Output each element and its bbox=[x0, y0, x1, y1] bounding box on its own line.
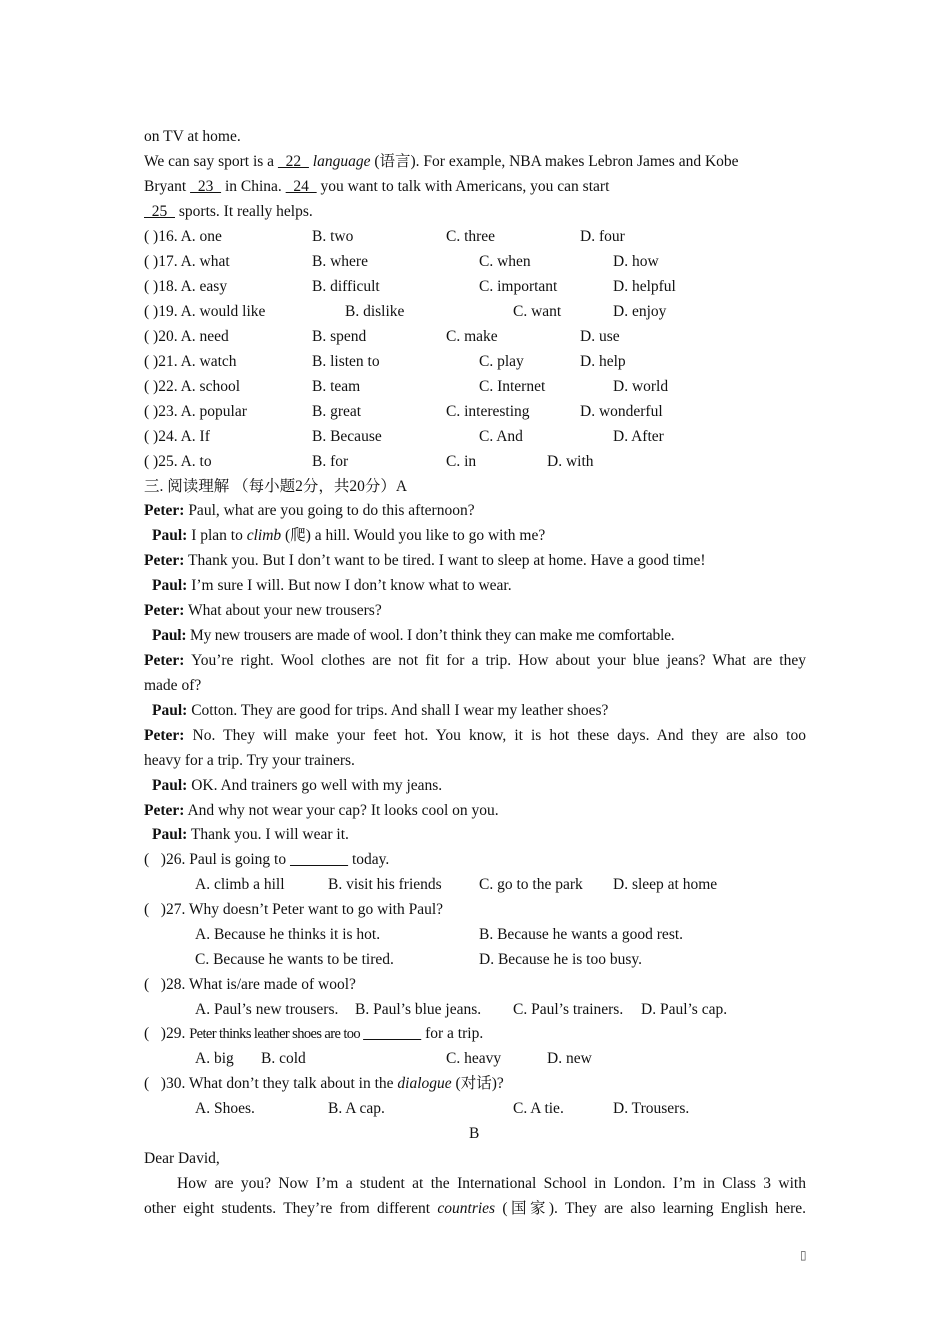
option-d: D. Paul’s cap. bbox=[641, 1001, 728, 1018]
option-c: C. interesting bbox=[446, 403, 530, 420]
speaker-paul: Paul: bbox=[152, 527, 188, 544]
option-d: D. helpful bbox=[613, 278, 676, 295]
text: (语言). For example, NBA makes Lebron James and Kobe bbox=[370, 153, 739, 170]
question-28: ( )28. What is/are made of wool? bbox=[144, 976, 356, 993]
speaker-peter: Peter: bbox=[144, 727, 185, 744]
option-b: B. for bbox=[312, 453, 349, 470]
option-a: A. climb a hill bbox=[195, 876, 285, 893]
text: We can say sport is a bbox=[144, 153, 278, 170]
question-27: ( )27. Why doesn’t Peter want to go with Paul? bbox=[144, 901, 444, 918]
speaker-paul: Paul: bbox=[152, 702, 188, 719]
text: sports. It really helps. bbox=[175, 203, 313, 220]
option-a: A. big bbox=[195, 1050, 234, 1067]
question-stem: ( )29. bbox=[144, 1025, 190, 1042]
speaker-peter: Peter: bbox=[144, 802, 185, 819]
option-c: C. in bbox=[446, 453, 477, 470]
italic-word: countries bbox=[437, 1200, 496, 1217]
option-c: C. want bbox=[513, 303, 562, 320]
utterance: And why not wear your cap? It looks cool on you. bbox=[184, 802, 499, 819]
option-b: B. Because bbox=[312, 428, 382, 445]
question-16: ( )16. A. one bbox=[144, 228, 222, 245]
option-d: D. new bbox=[547, 1050, 592, 1067]
dialogue-line bbox=[144, 801, 499, 821]
italic-word: language bbox=[312, 153, 371, 170]
option-b: B. great bbox=[312, 403, 362, 420]
blank-25: 25 bbox=[144, 203, 175, 220]
dialogue-line bbox=[152, 825, 349, 845]
option-b: B. spend bbox=[312, 328, 367, 345]
passage-line bbox=[144, 127, 241, 147]
blank-22: 22 bbox=[277, 153, 309, 170]
option-b: B. listen to bbox=[312, 353, 380, 370]
option-d: D. Because he is too busy. bbox=[479, 951, 643, 968]
option-c: C. when bbox=[479, 253, 531, 270]
utterance: (爬) a hill. Would you like to go with me? bbox=[281, 527, 546, 544]
italic-word: climb bbox=[246, 527, 282, 544]
option-d: D. with bbox=[547, 453, 594, 470]
question-20: ( )20. A. need bbox=[144, 328, 229, 345]
dialogue-line bbox=[144, 501, 475, 521]
text: other eight students. They’re from different bbox=[144, 1200, 438, 1217]
option-d: D. four bbox=[580, 228, 625, 245]
dialogue-line bbox=[144, 551, 706, 571]
option-d: D. sleep at home bbox=[613, 876, 718, 893]
letter-paragraph-line bbox=[144, 1199, 806, 1219]
section-heading: 三. 阅读理解 （每小题2分，共20分）A bbox=[144, 478, 408, 495]
question-18: ( )18. A. easy bbox=[144, 278, 228, 295]
speaker-peter: Peter: bbox=[144, 602, 185, 619]
option-b: B. Because he wants a good rest. bbox=[479, 926, 684, 943]
dialogue-line bbox=[144, 601, 382, 621]
option-d: D. help bbox=[580, 353, 626, 370]
option-b: B. Paul’s blue jeans. bbox=[355, 1001, 482, 1018]
question-26 bbox=[144, 850, 389, 870]
utterance: Thank you. But I don’t want to be tired. I want to sleep at home. Have a good time! bbox=[184, 552, 706, 569]
utterance: What about your new trousers? bbox=[184, 602, 382, 619]
option-c: C. Paul’s trainers. bbox=[513, 1001, 624, 1018]
dialogue-line bbox=[144, 651, 806, 671]
option-c: C. make bbox=[446, 328, 498, 345]
utterance: I’m sure I will. But now I don’t know what to wear. bbox=[187, 577, 512, 594]
utterance: I plan to bbox=[187, 527, 247, 544]
italic-word: dialogue bbox=[397, 1075, 452, 1092]
question-22: ( )22. A. school bbox=[144, 378, 241, 395]
question-stem: Peter thinks leather shoes are too bbox=[189, 1026, 364, 1042]
dialogue-line bbox=[152, 701, 608, 721]
utterance: No. They will make your feet hot. You know, it is hot these days. And they are also too bbox=[184, 727, 806, 744]
question-24: ( )24. A. If bbox=[144, 428, 210, 445]
passage-line bbox=[144, 152, 739, 172]
utterance: Paul, what are you going to do this afternoon? bbox=[184, 502, 475, 519]
question-21: ( )21. A. watch bbox=[144, 353, 237, 370]
text: you want to talk with Americans, you can start bbox=[316, 178, 610, 195]
option-d: D. how bbox=[613, 253, 659, 270]
dialogue-line bbox=[152, 626, 674, 646]
option-c: C. Because he wants to be tired. bbox=[195, 951, 394, 968]
speaker-peter: Peter: bbox=[144, 502, 185, 519]
speaker-paul: Paul: bbox=[152, 826, 188, 843]
option-d: D. world bbox=[613, 378, 669, 395]
utterance: My new trousers are made of wool. I don’t think they can make me comfortable. bbox=[186, 627, 675, 644]
section-b-heading: B bbox=[469, 1125, 480, 1142]
question-stem: ( )30. What don’t they talk about in the bbox=[144, 1075, 398, 1092]
answer-blank bbox=[290, 851, 348, 868]
passage-line bbox=[144, 177, 609, 197]
question-19: ( )19. A. would like bbox=[144, 303, 266, 320]
text: on TV at home. bbox=[144, 128, 241, 145]
option-a: A. Shoes. bbox=[195, 1100, 255, 1117]
option-a: A. Because he thinks it is hot. bbox=[195, 926, 381, 943]
speaker-peter: Peter: bbox=[144, 652, 185, 669]
question-17: ( )17. A. what bbox=[144, 253, 230, 270]
letter-greeting: Dear David, bbox=[144, 1150, 220, 1167]
option-d: D. wonderful bbox=[580, 403, 663, 420]
speaker-paul: Paul: bbox=[152, 777, 188, 794]
question-25: ( )25. A. to bbox=[144, 453, 212, 470]
option-b: B. where bbox=[312, 253, 368, 270]
dialogue-line bbox=[144, 726, 806, 746]
question-30 bbox=[144, 1074, 504, 1094]
option-d: D. Trousers. bbox=[613, 1100, 690, 1117]
option-d: D. After bbox=[613, 428, 664, 445]
dialogue-continuation: made of? bbox=[144, 677, 202, 694]
utterance: Cotton. They are good for trips. And shall I wear my leather shoes? bbox=[187, 702, 609, 719]
answer-blank bbox=[363, 1025, 421, 1042]
letter-paragraph-line: How are you? Now I’m a student at the International School in London. I’m in Class 3 with bbox=[177, 1175, 806, 1192]
utterance: OK. And trainers go well with my jeans. bbox=[187, 777, 443, 794]
page-footer-mark: ▯ bbox=[800, 1248, 807, 1262]
option-c: C. heavy bbox=[446, 1050, 502, 1067]
option-c: C. Internet bbox=[479, 378, 546, 395]
option-d: D. use bbox=[580, 328, 620, 345]
option-c: C. play bbox=[479, 353, 524, 370]
question-stem: today. bbox=[348, 851, 390, 868]
blank-23: 23 bbox=[190, 178, 222, 195]
utterance: Thank you. I will wear it. bbox=[187, 826, 349, 843]
option-b: B. A cap. bbox=[328, 1100, 385, 1117]
option-d: D. enjoy bbox=[613, 303, 667, 320]
dialogue-line bbox=[152, 526, 545, 546]
utterance: You’re right. Wool clothes are not fit for a trip. How about your blue jeans? What are they bbox=[184, 652, 806, 669]
question-29 bbox=[144, 1024, 483, 1044]
option-b: B. cold bbox=[261, 1050, 306, 1067]
question-23: ( )23. A. popular bbox=[144, 403, 247, 420]
question-stem: (对话)? bbox=[451, 1075, 504, 1092]
question-stem: ( )26. Paul is going to bbox=[144, 851, 290, 868]
text: (国家). They are also learning English here. bbox=[495, 1200, 806, 1217]
option-c: C. And bbox=[479, 428, 523, 445]
passage-line bbox=[144, 202, 313, 222]
text: in China. bbox=[221, 178, 286, 195]
option-c: C. three bbox=[446, 228, 496, 245]
speaker-peter: Peter: bbox=[144, 552, 185, 569]
dialogue-line bbox=[152, 776, 442, 796]
option-b: B. dislike bbox=[345, 303, 405, 320]
option-b: B. team bbox=[312, 378, 361, 395]
blank-24: 24 bbox=[285, 178, 317, 195]
option-b: B. difficult bbox=[312, 278, 380, 295]
option-a: A. Paul’s new trousers. bbox=[195, 1001, 339, 1018]
option-c: C. go to the park bbox=[479, 876, 583, 893]
speaker-paul: Paul: bbox=[152, 577, 188, 594]
dialogue-line bbox=[152, 576, 512, 596]
option-b: B. visit his friends bbox=[328, 876, 442, 893]
question-stem: for a trip. bbox=[421, 1025, 484, 1042]
speaker-paul: Paul: bbox=[152, 627, 187, 644]
option-b: B. two bbox=[312, 228, 354, 245]
dialogue-continuation: heavy for a trip. Try your trainers. bbox=[144, 752, 355, 769]
option-c: C. important bbox=[479, 278, 558, 295]
text: Bryant bbox=[144, 178, 191, 195]
option-c: C. A tie. bbox=[513, 1100, 564, 1117]
